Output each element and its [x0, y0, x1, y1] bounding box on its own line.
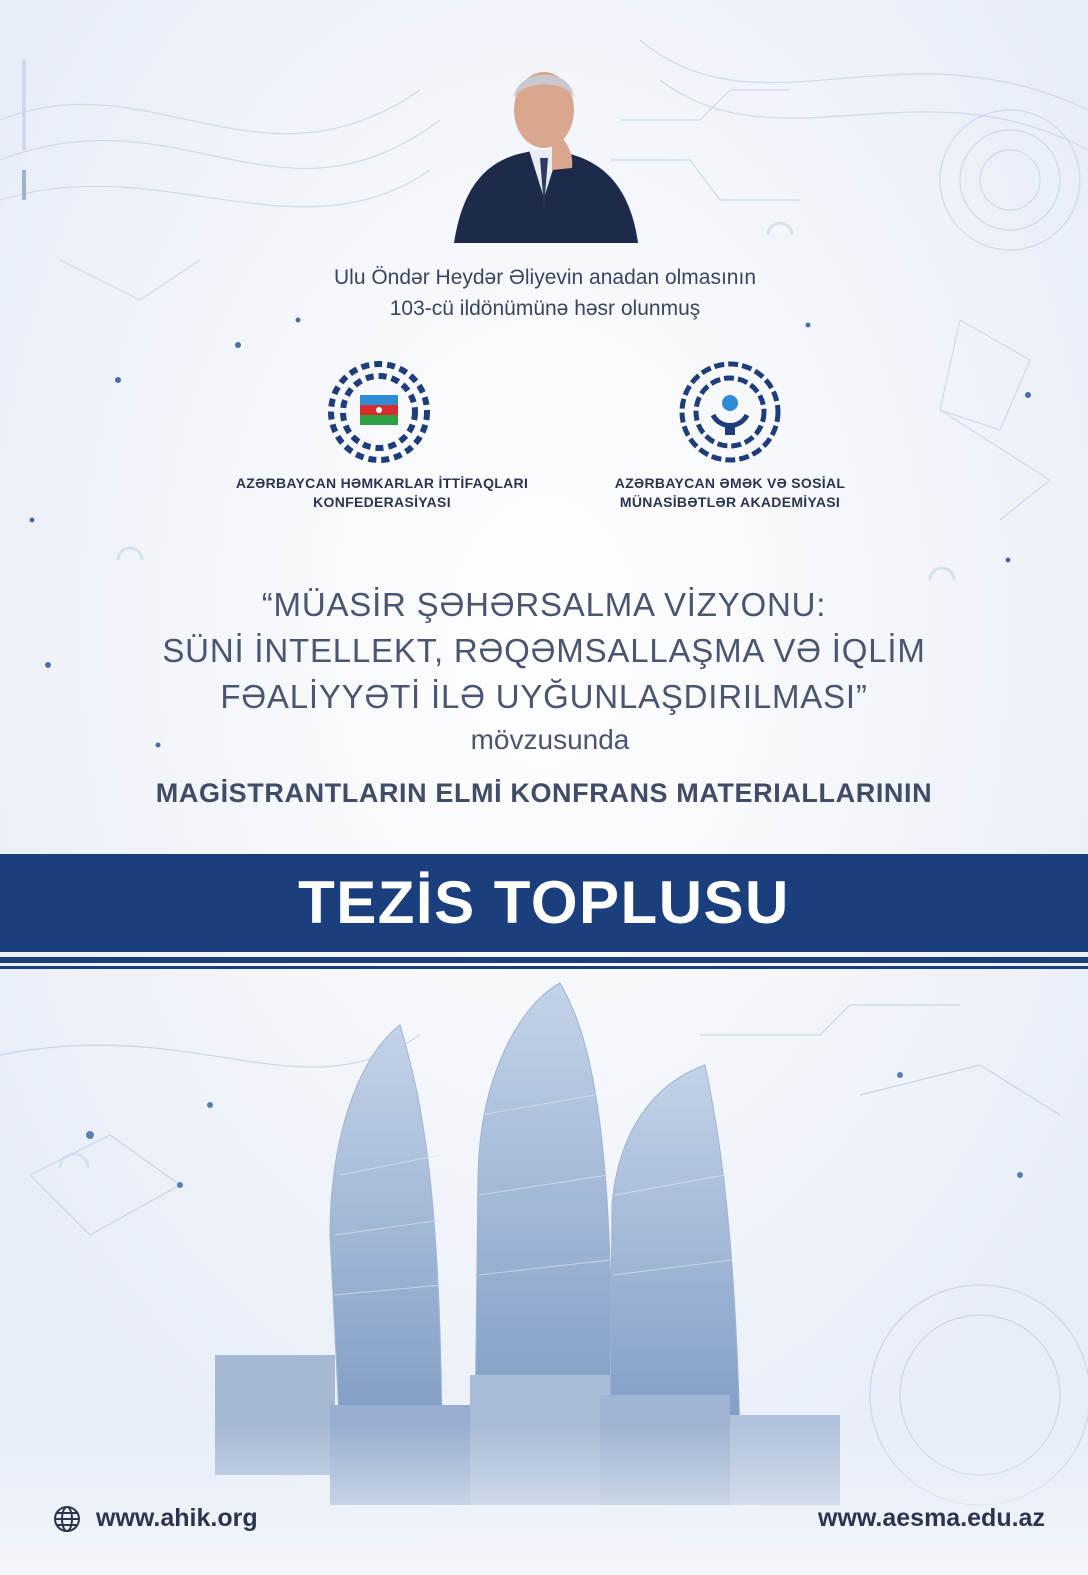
- ahik-link[interactable]: www.ahik.org: [96, 1504, 258, 1532]
- dedication-text: [200, 262, 890, 324]
- dedication-line2: 103-cü ildönümünə həsr olunmuş: [389, 297, 701, 320]
- conference-title-line: “MÜASİR ŞƏHƏRSALMA VİZYONU:: [261, 586, 827, 623]
- aesma-link[interactable]: www.aesma.edu.az: [818, 1504, 1045, 1532]
- portrait-photo: [444, 58, 644, 248]
- dedication-line1: Ulu Öndər Heydər Əliyevin anadan olmasının: [333, 266, 757, 289]
- org-name-aesma: [585, 474, 875, 512]
- conference-title-line: FƏALİYYƏTİ İLƏ UYĞUNLAŞDIRILMASI”: [220, 678, 868, 715]
- org-name-ahik: [222, 474, 542, 512]
- org-name-line: AZƏRBAYCAN ƏMƏK VƏ SOSİAL: [614, 475, 846, 491]
- banner-divider: [0, 966, 1088, 969]
- org-name-line: MÜNASİBƏTLƏR AKADEMİYASI: [619, 494, 841, 510]
- globe-icon: [52, 1504, 82, 1534]
- banner-divider: [0, 957, 1088, 963]
- org-name-line: KONFEDERASİYASI: [313, 494, 451, 510]
- conference-title-line: SÜNİ İNTELLEKT, RƏQƏMSALLAŞMA VƏ İQLİM: [162, 632, 926, 669]
- flame-towers-illustration: [0, 975, 1088, 1575]
- topic-word: mövzusunda: [470, 724, 630, 755]
- ahik-logo: [324, 357, 434, 467]
- aesma-logo: [675, 357, 785, 467]
- banner-title: TEZİS TOPLUSU: [298, 869, 790, 936]
- materials-heading: MAGİSTRANTLARIN ELMİ KONFRANS MATERIALLARININ: [155, 778, 933, 808]
- conference-title: [60, 582, 1028, 720]
- org-name-line: AZƏRBAYCAN HƏMKARLAR İTTİFAQLARI: [235, 475, 529, 491]
